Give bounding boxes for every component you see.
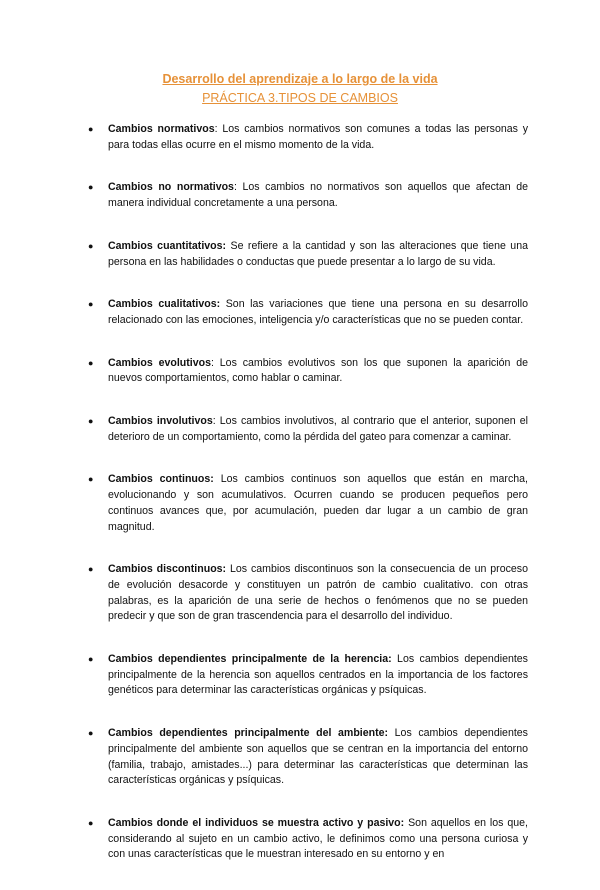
list-item xyxy=(82,652,528,699)
item-text: Los cambios no normativos son aquellos que afectan de manera individual concretamente a una persona. xyxy=(108,181,529,210)
item-text: Los cambios dependientes principalmente de la herencia son aquellos centrados en la importancia de los factores genéticos para determinar las características orgánicas y psíquicas. xyxy=(108,653,528,697)
bullet-icon: ● xyxy=(88,124,94,134)
list-item xyxy=(82,726,528,789)
item-term: Cambios dependientes principalmente del ambiente: xyxy=(108,727,389,740)
bullet-icon: ● xyxy=(88,416,94,427)
item-term: Cambios cuantitativos: xyxy=(108,239,227,252)
item-term: Cambios no normativos xyxy=(108,181,234,194)
bullet-icon: ● xyxy=(88,728,94,739)
item-text: Los cambios evolutivos son los que suponen la aparición de nuevos comportamientos, como hablar o caminar. xyxy=(108,356,529,385)
item-text: Los cambios continuos son aquellos que están en marcha, evolucionando y son acumulativos. Ocurren cuando se producen pequeños pero continuos avances que, por acumulación, pueden dar lugar a un cambio de gran magnitud. xyxy=(108,473,528,533)
change-types-list xyxy=(82,122,528,890)
item-separator xyxy=(214,473,221,485)
item-separator: : xyxy=(210,356,220,369)
bullet-icon: ● xyxy=(88,299,94,310)
item-term: Cambios involutivos xyxy=(108,415,213,428)
item-term: Cambios cualitativos: xyxy=(108,298,221,311)
item-term: Cambios evolutivos xyxy=(108,356,211,369)
bullet-icon: ● xyxy=(88,654,94,665)
list-item xyxy=(82,239,528,270)
item-term: Cambios continuos: xyxy=(108,473,214,486)
list-item xyxy=(82,297,528,328)
item-term: Cambios discontinuos: xyxy=(108,563,227,576)
list-item xyxy=(82,122,528,153)
item-text: Los cambios dependientes principalmente del ambiente son aquellos que se centran en la importancia del entorno (familia, trabajo, amistades...) para determinar las características que determinan las características orgánicas y psíquicas. xyxy=(108,727,528,787)
item-text: Los cambios involutivos, al contrario que el anterior, suponen el deterioro de un comportamiento, como la pérdida del gateo para comenzar a caminar. xyxy=(108,415,528,443)
list-item xyxy=(82,180,528,211)
item-separator: : xyxy=(233,181,243,194)
bullet-icon: ● xyxy=(88,817,94,828)
list-item xyxy=(82,356,528,387)
document-subtitle: PRÁCTICA 3.TIPOS DE CAMBIOS xyxy=(202,91,398,105)
item-separator: : xyxy=(214,123,223,135)
list-item xyxy=(82,414,528,445)
document-title: Desarrollo del aprendizaje a lo largo de la vida xyxy=(162,72,438,86)
list-item xyxy=(82,816,528,863)
bullet-icon: ● xyxy=(88,564,94,575)
bullet-icon: ● xyxy=(88,182,94,193)
item-term: Cambios normativos xyxy=(108,123,215,135)
item-text: Los cambios normativos son comunes a todas las personas y para todas ellas ocurre en el mismo momento de la vida. xyxy=(108,123,528,151)
bullet-icon: ● xyxy=(88,357,94,368)
list-item xyxy=(82,562,528,625)
item-separator xyxy=(388,727,395,739)
bullet-icon: ● xyxy=(88,240,94,251)
item-text: Los cambios discontinuos son la consecuencia de un proceso de evolución desacorde y constituyen un patrón de cambio cualitativo. con otras palabras, es la aparición de una serie de hechos o fenómenos que no se pueden predecir y que son de gran trascendencia para el desarrollo del individuo. xyxy=(108,563,528,623)
item-text: Se refiere a la cantidad y son las alteraciones que tiene una persona en las habilidades o conductas que puede presentar a lo largo de su vida. xyxy=(108,239,528,268)
bullet-icon: ● xyxy=(88,474,94,485)
list-item xyxy=(82,472,528,535)
item-term: Cambios dependientes principalmente de la herencia: xyxy=(108,653,392,666)
item-text: Son aquellos en los que, considerando al sujeto en un cambio activo, le definimos como una persona curiosa y con unas características que le muestran interesado en su entorno y en xyxy=(108,816,528,861)
item-text: Son las variaciones que tiene una persona en su desarrollo relacionado con las emociones, inteligencia y/o características que no se pueden contar. xyxy=(108,298,529,326)
item-separator: : xyxy=(212,415,220,428)
item-term: Cambios donde el individuos se muestra activo y pasivo: xyxy=(108,816,405,829)
